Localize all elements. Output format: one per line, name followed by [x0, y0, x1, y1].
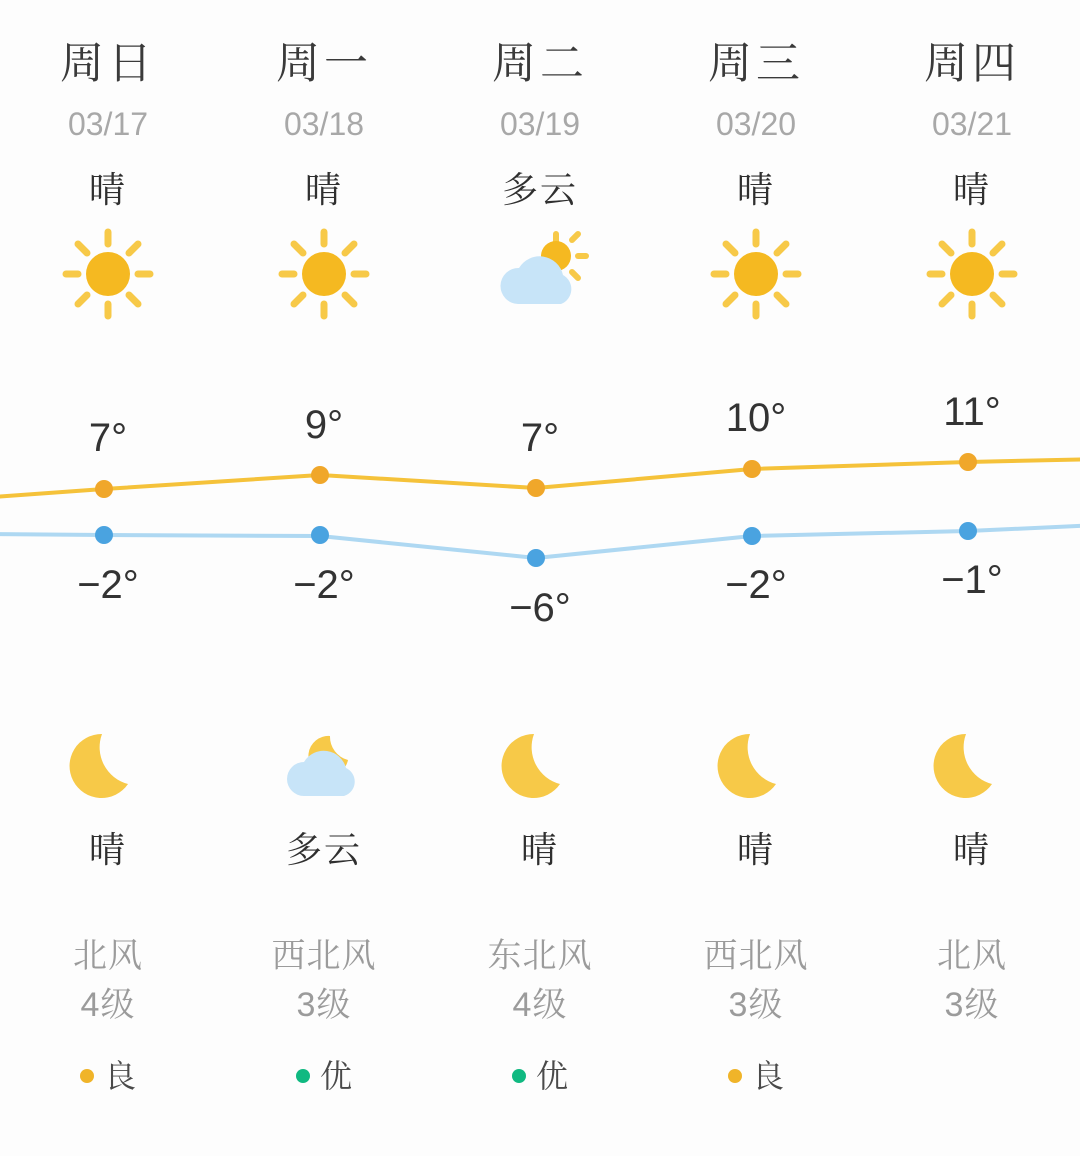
- wind-info: [864, 932, 1080, 1031]
- weekday-label: 周二: [492, 39, 588, 88]
- high-temp-label: 7°: [520, 416, 560, 460]
- weekday-label: 周一: [276, 39, 372, 88]
- sun-icon: [922, 224, 1022, 324]
- day-condition-label: 晴: [952, 169, 991, 210]
- aqi-label: 优: [319, 1058, 352, 1094]
- forecast-day-column[interactable]: [216, 0, 432, 1156]
- air-quality-badge: [216, 1060, 432, 1092]
- wind-info: [432, 932, 648, 1031]
- night-condition-label: 多云: [285, 829, 362, 870]
- moon-icon: [706, 718, 806, 818]
- low-temp-label: −1°: [941, 558, 1003, 602]
- aqi-label: 良: [103, 1058, 136, 1094]
- weekday-label: 周日: [60, 39, 156, 88]
- moon-icon: [58, 718, 158, 818]
- night-condition-label: 晴: [952, 829, 991, 870]
- forecast-day-column[interactable]: [864, 0, 1080, 1156]
- moon-icon: [490, 718, 590, 818]
- day-condition-label: 晴: [88, 169, 127, 210]
- high-temp-label: 10°: [725, 396, 787, 440]
- sun-cloud-icon: [490, 224, 590, 324]
- aqi-dot-icon: [512, 1069, 526, 1083]
- date-label: 03/18: [283, 106, 365, 142]
- night-condition-label: 晴: [520, 829, 559, 870]
- day-condition-label: 晴: [736, 169, 775, 210]
- wind-level: 3级: [296, 986, 352, 1025]
- forecast-day-column[interactable]: [648, 0, 864, 1156]
- aqi-dot-icon: [80, 1069, 94, 1083]
- high-temp-label: 11°: [943, 390, 1001, 434]
- wind-direction: 北风: [73, 937, 143, 975]
- high-temp-label: 9°: [304, 403, 344, 447]
- wind-direction: 东北风: [487, 937, 593, 975]
- night-condition-label: 晴: [88, 829, 127, 870]
- wind-info: [216, 932, 432, 1031]
- weekday-label: 周三: [708, 39, 804, 88]
- wind-info: [0, 932, 216, 1031]
- air-quality-badge: [432, 1060, 648, 1092]
- date-label: 03/17: [67, 106, 149, 142]
- wind-level: 3级: [944, 986, 1000, 1025]
- sun-icon: [274, 224, 374, 324]
- date-label: 03/20: [715, 106, 797, 142]
- wind-level: 4级: [512, 986, 568, 1025]
- wind-direction: 西北风: [703, 937, 809, 975]
- day-condition-label: 多云: [501, 169, 578, 210]
- aqi-dot-icon: [728, 1069, 742, 1083]
- low-temp-label: −6°: [509, 586, 571, 630]
- wind-level: 4级: [80, 986, 136, 1025]
- wind-level: 3级: [728, 986, 784, 1025]
- air-quality-badge: [0, 1060, 216, 1092]
- night-condition-label: 晴: [736, 829, 775, 870]
- forecast-day-column[interactable]: [432, 0, 648, 1156]
- wind-direction: 北风: [937, 937, 1007, 975]
- low-temp-label: −2°: [725, 563, 787, 607]
- low-temp-label: −2°: [77, 563, 139, 607]
- low-temp-label: −2°: [293, 563, 355, 607]
- day-condition-label: 晴: [304, 169, 343, 210]
- sun-icon: [706, 224, 806, 324]
- date-label: 03/19: [499, 106, 581, 142]
- aqi-dot-icon: [296, 1069, 310, 1083]
- moon-icon: [922, 718, 1022, 818]
- moon-cloud-icon: [274, 718, 374, 818]
- aqi-label: 优: [535, 1058, 568, 1094]
- high-temp-label: 7°: [88, 416, 128, 460]
- wind-direction: 西北风: [271, 937, 377, 975]
- aqi-label: 良: [751, 1058, 784, 1094]
- sun-icon: [58, 224, 158, 324]
- air-quality-badge: [648, 1060, 864, 1092]
- wind-info: [648, 932, 864, 1031]
- weekday-label: 周四: [924, 39, 1020, 88]
- date-label: 03/21: [931, 106, 1013, 142]
- forecast-day-column[interactable]: [0, 0, 216, 1156]
